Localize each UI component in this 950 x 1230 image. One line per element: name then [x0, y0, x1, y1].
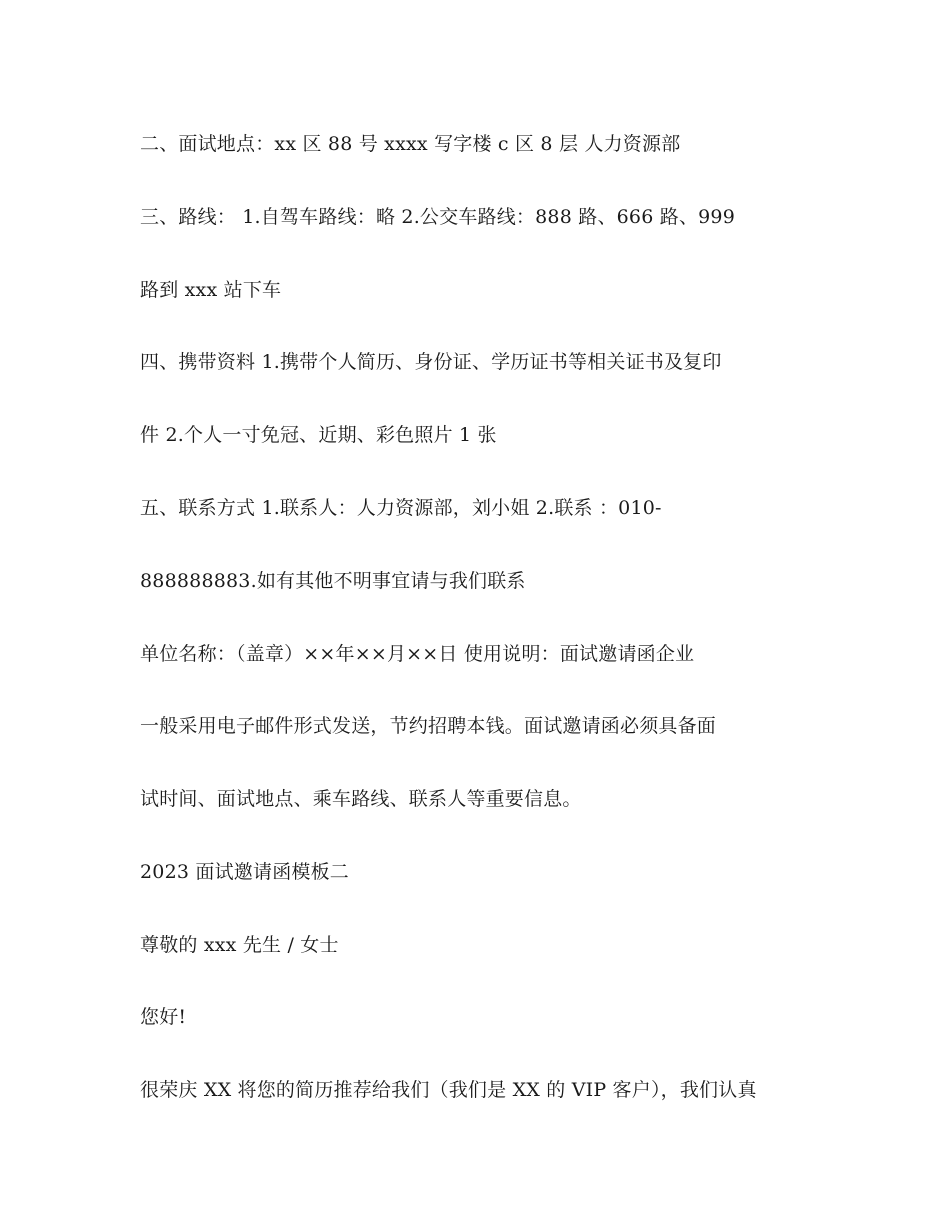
- paragraph-intro: 很荣庆 XX 将您的简历推荐给我们（我们是 XX 的 VIP 客户），我们认真: [140, 1079, 757, 1101]
- paragraph-route: 三、路线： 1.自驾车路线：略 2.公交车路线：888 路、666 路、999: [140, 206, 736, 228]
- greeting: 您好!: [140, 1006, 187, 1028]
- paragraph-interview-location: 二、面试地点：xx 区 88 号 xxxx 写字楼 c 区 8 层 人力资源部: [140, 133, 681, 155]
- paragraph-materials-continued: 件 2.个人一寸免冠、近期、彩色照片 1 张: [140, 424, 497, 446]
- paragraph-contact-continued: 888888883.如有其他不明事宜请与我们联系: [140, 570, 526, 592]
- paragraph-contact: 五、联系方式 1.联系人：人力资源部，刘小姐 2.联系 ：010-: [140, 497, 662, 519]
- paragraph-materials: 四、携带资料 1.携带个人简历、身份证、学历证书等相关证书及复印: [140, 351, 722, 373]
- paragraph-route-continued: 路到 xxx 站下车: [140, 279, 282, 301]
- template-two-title: 2023 面试邀请函模板二: [140, 861, 349, 883]
- paragraph-signature-usage: 单位名称：（盖章）××年××月××日 使用说明：面试邀请函企业: [140, 643, 695, 665]
- paragraph-usage-continued: 一般采用电子邮件形式发送，节约招聘本钱。面试邀请函必须具备面: [140, 715, 717, 737]
- paragraph-usage-end: 试时间、面试地点、乘车路线、联系人等重要信息。: [140, 788, 582, 810]
- salutation: 尊敬的 xxx 先生 / 女士: [140, 934, 339, 956]
